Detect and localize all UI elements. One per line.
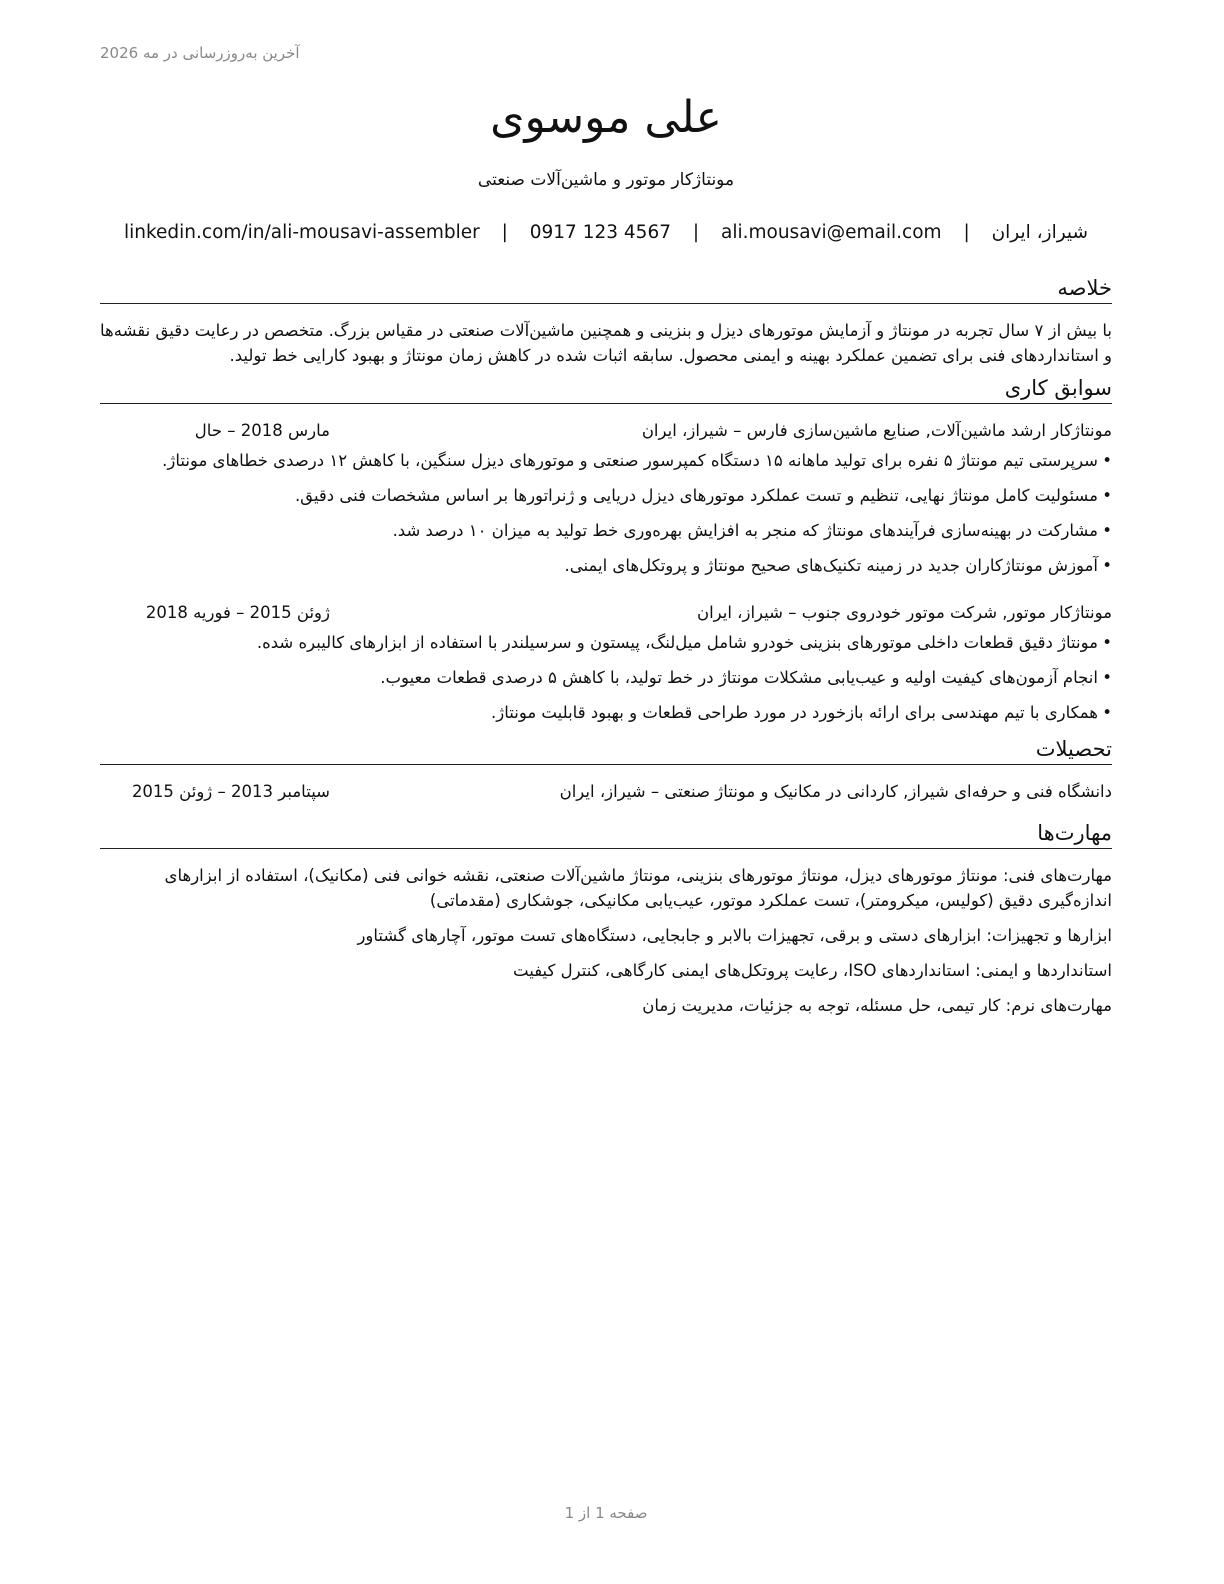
job-role-company: مونتاژکار ارشد ماشین‌آلات, صنایع ماشین‌سازی فارس – شیراز، ایران [641, 421, 1112, 440]
contact-separator: | [692, 222, 700, 243]
contact-line [100, 222, 1112, 243]
candidate-name: علی موسوی [490, 92, 722, 143]
education-section [100, 735, 1112, 805]
summary-text: با بیش از ۷ سال تجربه در مونتاژ و آزمایش موتورهای دیزل و بنزینی و همچنین ماشین‌آلات صنعتی در مقیاس بزرگ. متخصص در رعایت دقیق نقشه‌ها و استانداردهای فنی برای تضمین عملکرد بهینه و ایمنی محصول. سابقه اثبات شده در کاهش زمان مونتاژ و بهبود کارایی خط تولید. [100, 321, 1113, 365]
skill-line: استانداردها و ایمنی: استانداردهای ISO، رعایت پروتکل‌های ایمنی کارگاهی، کنترل کیفیت [513, 961, 1112, 980]
job-bullet: • سرپرستی تیم مونتاژ ۵ نفره برای تولید ماهانه ۱۵ دستگاه کمپرسور صنعتی و موتورهای دیزل سنگین، با کاهش ۱۲ درصدی خطاهای مونتاژ. [100, 448, 1112, 473]
job-bullets [100, 630, 1112, 725]
contact-linkedin[interactable]: linkedin.com/in/ali-mousavi-assembler [123, 222, 480, 243]
experience-section [100, 374, 1112, 725]
job-bullet: • مشارکت در بهینه‌سازی فرآیندهای مونتاژ که منجر به افزایش بهره‌وری خط تولید به میزان ۱۰ درصد شد. [100, 518, 1112, 543]
contact-separator: | [501, 222, 508, 243]
job-dates: ژوئن 2015 – فوریه 2018 [145, 603, 330, 622]
job-bullet: • مسئولیت کامل مونتاژ نهایی، تنظیم و تست عملکرد موتورهای دیزل دریایی و ژنراتورها بر اساس مشخصات فنی دقیق. [100, 483, 1112, 508]
job-bullet: • همکاری با تیم مهندسی برای ارائه بازخورد در مورد طراحی قطعات و بهبود قابلیت مونتاژ. [100, 700, 1112, 725]
job-bullet: • انجام آزمون‌های کیفیت اولیه و عیب‌یابی مشکلات مونتاژ در خط تولید، با کاهش ۵ درصدی قطعات معیوب. [100, 665, 1112, 690]
page-number: صفحه 1 از 1 [564, 1504, 648, 1522]
skill-line: مهارت‌های فنی: مونتاژ موتورهای دیزل، مونتاژ موتورهای بنزینی، مونتاژ ماشین‌آلات صنعتی، نقشه خوانی فنی (مکانیک)، استفاده از ابزارهای اندازه‌گیری دقیق (کولیس، میکرومتر)، تست عملکرد موتور، عیب‌یابی مکانیکی، جوشکاری (مقدماتی) [164, 866, 1112, 910]
job-bullet: • مونتاژ دقیق قطعات داخلی موتورهای بنزینی خودرو شامل میل‌لنگ، پیستون و سرسیلندر با استفاده از ابزارهای کالیبره شده. [100, 630, 1112, 655]
experience-heading: سوابق کاری [100, 374, 1112, 404]
education-heading: تحصیلات [100, 735, 1112, 765]
skill-line: ابزارها و تجهیزات: ابزارهای دستی و برقی، تجهیزات بالابر و جابجایی، دستگاه‌های تست موتور، آچارهای گشتاور [357, 926, 1112, 945]
job-role-company: مونتاژکار موتور, شرکت موتور خودروی جنوب – شیراز، ایران [696, 603, 1112, 622]
last-updated-note: آخرین به‌روزرسانی در مه 2026 [100, 44, 300, 62]
contact-location: شیراز، ایران [991, 222, 1089, 243]
contact-email[interactable]: ali.mousavi@email.com [721, 222, 942, 243]
job-entry [100, 600, 1112, 725]
skills-section [100, 819, 1112, 1018]
contact-phone[interactable]: 0917 123 4567 [529, 222, 671, 243]
resume-page [100, 0, 1112, 1584]
education-dates: سپتامبر 2013 – ژوئن 2015 [131, 782, 330, 801]
resume-content [100, 274, 1112, 1028]
summary-heading: خلاصه [100, 274, 1112, 304]
job-entry [100, 418, 1112, 578]
candidate-title: مونتاژکار موتور و ماشین‌آلات صنعتی [477, 170, 735, 190]
education-entry [100, 779, 1112, 805]
job-header [100, 418, 1112, 444]
job-dates: مارس 2018 – حال [194, 421, 330, 440]
job-bullets [100, 448, 1112, 578]
skills-list [100, 863, 1112, 1018]
education-institution: دانشگاه فنی و حرفه‌ای شیراز, کاردانی در مکانیک و مونتاژ صنعتی – شیراز، ایران [559, 782, 1112, 801]
summary-section [100, 274, 1112, 368]
job-bullet: • آموزش مونتاژکاران جدید در زمینه تکنیک‌های صحیح مونتاژ و پروتکل‌های ایمنی. [100, 553, 1112, 578]
contact-separator: | [963, 222, 970, 243]
job-header [100, 600, 1112, 626]
skill-line: مهارت‌های نرم: کار تیمی، حل مسئله، توجه به جزئیات، مدیریت زمان [642, 996, 1112, 1015]
skills-heading: مهارت‌ها [100, 819, 1112, 849]
